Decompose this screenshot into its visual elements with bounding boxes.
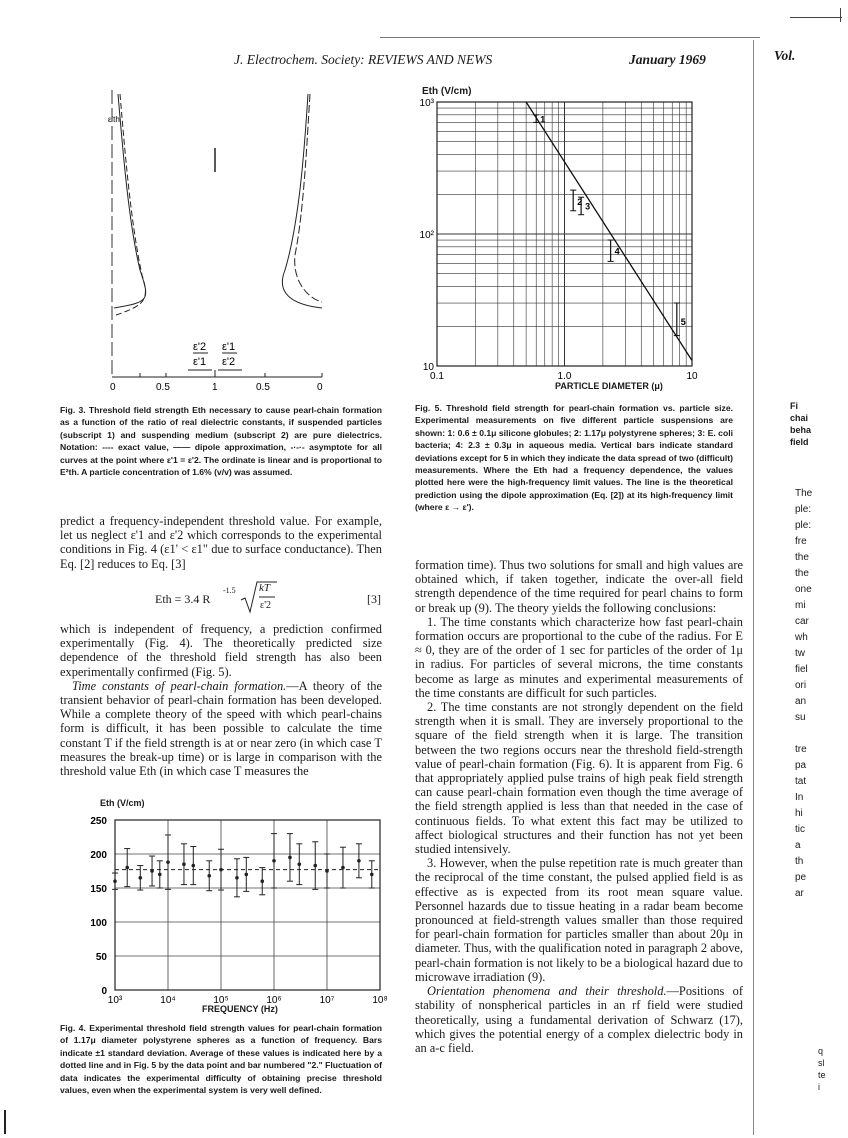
fig5-point-label-5: 5: [680, 316, 686, 327]
fig5-theory-line: [526, 102, 692, 361]
fig3-ratio-left-num: ε'2: [193, 341, 207, 353]
fig3-xtick-4: 0: [317, 382, 323, 393]
right-page-label: Vol.: [774, 48, 796, 63]
para5-title: Orientation phenomena and their threshold.: [427, 984, 667, 999]
left-para1: predict a frequency-independent threshold value. For example, let us neglect ε'1 and ε'2 which corresponds to the experimental conditions in Fig. 4 (ε1' < ε1" due to surface conductance). Then Eq. [2] reduces to Eq. [3]: [60, 514, 382, 571]
fig5-ytick: 10³: [419, 98, 434, 109]
left-text-upper: [60, 514, 382, 571]
edge-lower-7: mi: [795, 600, 806, 611]
edge-lower-16: tre: [795, 744, 807, 755]
fig4-point: [288, 856, 292, 860]
eq-number: [3]: [367, 592, 381, 606]
edge-lower-13: an: [795, 696, 807, 707]
fig4-caption: Fig. 4. Experimental threshold field strength values for pearl-chain formation of 1.17μ diameter polystyrene spheres as a function of frequency. Bars indicate ±1 standard deviation. Average of these values is indicated here by a dotted line and in Fig. 5 by the data point and bar numbered "2." Fluctuation of data indicates the experimental difficulty of obtaining precise threshold values, even when the experimental system is very well defined.: [60, 1023, 382, 1096]
eq-den: ε'2: [260, 600, 272, 611]
fig4-point: [244, 873, 248, 877]
edge-bottom-1: sl: [818, 1058, 825, 1068]
fig4-ytick: 100: [90, 918, 107, 929]
edge-lower-22: a: [795, 840, 801, 851]
fig4-point: [272, 859, 276, 863]
fig3-caption: Fig. 3. Threshold field strength Eth necessary to cause pearl-chain formation as a function of the ratio of real dielectric constants, if suspended particles (subscript 1) and suspending medium (subscript 2) are pure dielectrics. Notation: ---- exact value, —— dipole approximation, -·-·- asymptote for all curves at the point where ε'1 = ε'2. The ordinate is linear and is proportional to E²th. A particle concentration of 1.6% (v/v) was assumed.: [60, 405, 382, 478]
fig3-left-curve-exact: [114, 94, 146, 308]
edge-fragments-lower: [795, 486, 835, 902]
equation-3: [155, 580, 385, 616]
fig4-point: [313, 864, 317, 868]
fig4-ytick: 250: [90, 816, 107, 827]
edge-lower-19: In: [795, 792, 804, 803]
edge-lower-12: ori: [795, 680, 807, 691]
edge-lower-2: ple:: [795, 520, 812, 531]
right-para4: 3. However, when the pulse repetition rate is much greater than the reciprocal of the time constant, the pulsed applied field is as effective as is expected from its root mean square value. Personnel hazards due to tissue heating in a radar beam become pronounced at field-strength values smaller than those required for pearl-chain formation for particles smaller than about 20μ in diameter. Thus, with the qualification noted in paragraph 2 above, pearl-chain formation is not likely to be a biological hazard due to microwave irradiation (9).: [415, 856, 743, 984]
edge-lower-1: ple:: [795, 504, 812, 515]
edge-lower-24: pe: [795, 872, 807, 883]
fig4-xtick: 10⁸: [372, 995, 388, 1006]
fig4-point: [158, 873, 162, 877]
fig4-xlabel: FREQUENCY (Hz): [202, 1004, 278, 1014]
fig3-xtick-1: 0.5: [156, 382, 170, 393]
fig5-point-label-1: 1: [540, 114, 546, 125]
fig5-xtick: 0.1: [430, 371, 444, 382]
eq-num: kT: [259, 582, 270, 594]
fig5-ytick: 10: [422, 362, 434, 373]
fig3-right-curve-exact: [282, 94, 322, 308]
edge-lower-9: wh: [795, 632, 808, 643]
edge-bottom-2: te: [818, 1070, 826, 1080]
fig4-point: [235, 876, 239, 880]
header-date: January 1969: [629, 52, 706, 67]
fig5-xlabel: PARTICLE DIAMETER (μ): [555, 381, 663, 391]
fig4-xtick: 10³: [107, 995, 123, 1006]
edge-lower-18: tat: [795, 776, 807, 787]
edge-lower-0: The: [795, 488, 813, 499]
para3-body: —A theory of the transient behavior of pearl-chain formation has been developed. While a complete theory of the speed with which pearl-chains form is difficult, it has been possible to calculate the time constant T if the field strength is at or near zero (in which case T measures the break-up time) or is large in comparison with the threshold value Eth (in which case T measures the: [60, 678, 382, 779]
edge-bottom-3: i: [818, 1082, 820, 1092]
scan-border-top-right: [790, 17, 842, 18]
fig3-ratio-right-num: ε'1: [222, 341, 236, 353]
fig4-point: [297, 862, 301, 866]
fig4-point: [219, 868, 223, 872]
fig4-point: [182, 862, 186, 866]
right-text: [415, 558, 743, 1055]
fig4-point: [357, 859, 361, 863]
edge-lower-14: su: [795, 712, 806, 723]
fig4-point: [138, 876, 142, 880]
eq-lhs: Eth = 3.4 R: [155, 592, 211, 606]
left-edge-mark: [4, 1110, 6, 1134]
fig4-xtick: 10⁴: [160, 995, 176, 1006]
fig4-ytick: 0: [101, 986, 107, 997]
edge-fragments-upper: Fi chai beha field: [790, 401, 812, 447]
fig4-ytick: 200: [90, 850, 107, 861]
fig5-chart: [412, 96, 712, 392]
fig4-point: [260, 879, 264, 883]
fig4-point: [191, 864, 195, 868]
fig4-point: [325, 869, 329, 873]
left-text-lower: [60, 622, 382, 778]
fig3-xtick-2: 1: [212, 382, 218, 393]
edge-lower-15: [795, 726, 835, 742]
eq-exp: -1.5: [223, 586, 236, 595]
fig4-point: [125, 866, 129, 870]
fig5-ylabel: Eth (V/cm): [422, 86, 472, 97]
right-para1: formation time). Thus two solutions for small and high values are obtained which, if taken together, indicate the over-all field strength dependence of the time required for pearl chains to form or break up (9). The theory yields the following conclusions:: [415, 558, 743, 615]
fig3-ratio-right-den: ε'2: [222, 356, 236, 368]
edge-lower-10: tw: [795, 648, 805, 659]
fig4-xtick: 10⁵: [213, 995, 229, 1006]
right-para5: [415, 984, 743, 1055]
para5-body: —Positions of stability of nonspherical particles in an rf field were studied theoretically, using a fundamental derivation of Schwarz (17), which gives the potential energy of a complex dielectric body in an a-c field.: [415, 984, 743, 1055]
fig5-point-label-4: 4: [614, 246, 620, 257]
edge-bottom-0: q: [818, 1046, 824, 1056]
fig4-point: [370, 873, 374, 877]
fig5-caption: Fig. 5. Threshold field strength for pearl-chain formation vs. particle size. Experimental measurements on five different particle suspensions are shown: 1: 0.6 ± 0.1μ silicone globules; 2: 1.17μ polystyrene spheres; 3: E. coli bacteria; 4: 2.3 ± 0.3μ in aqueous media. Vertical bars indicate standard deviations except for 5 in which they indicate the data spread of two (difficult) measurements. Where the Eth had a frequency dependence, the values plotted here were the high-frequency limit values. The line is the theoretical prediction using the dipole approximation (Eq. [2]) at its high-frequency limit (where ε → ε').: [415, 403, 733, 513]
edge-lower-3: fre: [795, 536, 807, 547]
fig5-xtick: 1.0: [557, 371, 572, 382]
edge-lower-4: the: [795, 552, 809, 563]
page-gutter-line: [753, 40, 754, 1135]
fig3-xtick-0: 0: [110, 382, 116, 393]
fig4-xtick: 10⁶: [266, 995, 282, 1006]
edge-lower-6: one: [795, 584, 812, 595]
right-para3: 2. The time constants are not strongly dependent on the field strength when it is small. They are inversely proportional to the square of the field strength when it is large. The transition between the two regions occurs near the threshold field-strength value of pearl-chain formation (Fig. 6). It is apparent from Fig. 6 that appropriately applied pulse trains of high peak field strength can cause pearl-chain formation even though the time average of the field strength applied is less than that needed in the case of continuous fields. To what extent this fact may be utilized to affect biological structures and their function has not yet been studied intensively.: [415, 700, 743, 857]
fig4-frame: [115, 820, 380, 990]
edge-fragments-bottom: [818, 1045, 842, 1093]
fig3-ylabel: ε'th: [108, 115, 120, 124]
fig5-xtick: 10: [686, 371, 698, 382]
fig4-point: [341, 866, 345, 870]
fig5-point-label-2: 2: [577, 196, 583, 207]
fig4-ylabel: Eth (V/cm): [100, 798, 145, 808]
fig3-chart: [100, 80, 340, 395]
right-para2: 1. The time constants which characterize how fast pearl-chain formation occurs are proportional to the cube of the radius. For E ≈ 0, they are of the order of 1 sec for particles of the order of 1μ in radius. For particles of several microns, the time constants become as large as minutes and experimental measurements of the time constants are difficult for such particles.: [415, 614, 743, 700]
journal-header: J. Electrochem. Society: REVIEWS AND NEWS: [234, 52, 493, 67]
para3-title: Time constants of pearl-chain formation.: [72, 678, 287, 693]
left-para3: [60, 679, 382, 778]
fig3-ratio-left-den: ε'1: [193, 356, 207, 368]
fig4-ytick: 150: [90, 884, 107, 895]
edge-lower-21: tic: [795, 824, 805, 835]
edge-lower-8: car: [795, 616, 809, 627]
left-para2: which is independent of frequency, a prediction confirmed experimentally (Fig. 4). The theoretically predicted size dependence of the threshold field strength has also been experimentally confirmed (Fig. 5).: [60, 622, 382, 679]
scan-border-right: [840, 8, 841, 22]
scan-border-top: [380, 37, 760, 38]
edge-lower-20: hi: [795, 808, 803, 819]
fig4-point: [207, 874, 211, 878]
fig4-point: [150, 869, 154, 873]
fig3-xtick-3: 0.5: [256, 382, 270, 393]
fig4-point: [166, 860, 170, 864]
fig4-ytick: 50: [95, 952, 107, 963]
edge-lower-17: pa: [795, 760, 807, 771]
edge-lower-25: ar: [795, 888, 804, 899]
edge-lower-23: th: [795, 856, 804, 867]
edge-lower-5: the: [795, 568, 809, 579]
fig4-xtick: 10⁷: [319, 995, 335, 1006]
fig4-chart: [70, 812, 390, 1012]
fig5-point-label-3: 3: [585, 201, 591, 212]
fig5-ytick: 10²: [419, 230, 434, 241]
edge-lower-11: fiel: [795, 664, 808, 675]
fig4-point: [113, 879, 117, 883]
